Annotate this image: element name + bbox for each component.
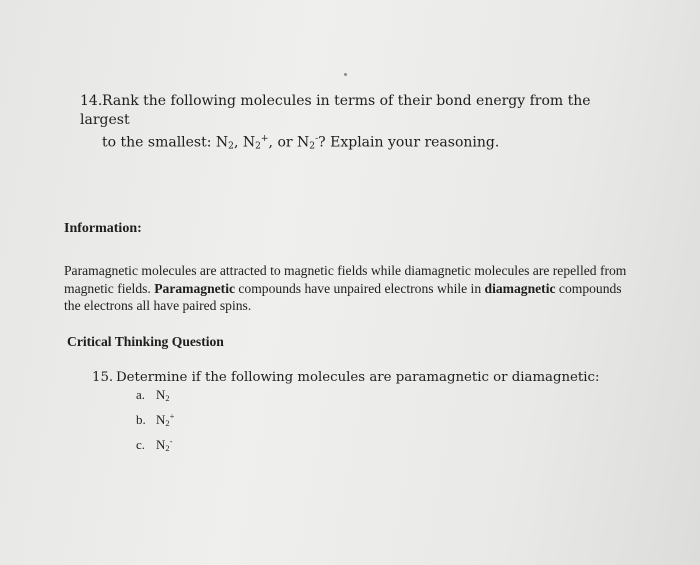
separator-1: , N: [233, 134, 256, 151]
option-b: [136, 407, 174, 432]
n2-subscript: 2: [228, 141, 234, 152]
information-text-3: compounds the electrons all have paired spins.: [64, 280, 622, 313]
option-subscript: 2: [165, 393, 170, 404]
option-letter: b.: [136, 412, 146, 428]
option-a: [136, 386, 174, 407]
n2-anion-charge: -: [315, 134, 319, 144]
option-c: [136, 432, 174, 457]
option-base: N: [156, 412, 166, 428]
information-text-1: Paramagnetic molecules are attracted to magnetic fields while diamagnetic molecules are repelled from magnetic fields.: [64, 263, 627, 296]
question-14-text-line-1: Rank the following molecules in terms of their bond energy from the largest: [80, 93, 591, 128]
paramagnetic-bold: Paramagnetic: [154, 280, 235, 296]
question-14-text-suffix: ? Explain your reasoning.: [318, 134, 500, 151]
question-15-text: Determine if the following molecules are paramagnetic or diamagnetic:: [116, 370, 600, 385]
information-text-2: compounds have unpaired electrons while in: [235, 280, 485, 296]
information-paragraph: [64, 262, 634, 315]
question-14-line-1: [80, 92, 640, 130]
paper-speck: [344, 73, 347, 76]
option-subscript: 2: [165, 443, 170, 454]
question-15-options: [136, 386, 174, 457]
option-subscript: 2: [165, 418, 170, 429]
option-letter: a.: [136, 387, 146, 402]
question-15: [92, 369, 612, 387]
option-letter: c.: [136, 437, 146, 453]
diamagnetic-bold: diamagnetic: [484, 280, 556, 296]
critical-thinking-heading: Critical Thinking Question: [67, 334, 224, 349]
question-14: [80, 92, 640, 157]
question-15-number: 15.: [92, 370, 114, 385]
n2-anion-subscript: 2: [309, 141, 316, 152]
n2-cation-subscript: 2: [255, 141, 261, 152]
information-heading: Information:: [64, 221, 142, 236]
question-14-number: 14.: [80, 93, 103, 109]
question-14-line-2: [80, 130, 640, 157]
n2-cation-charge: +: [260, 134, 269, 144]
option-base: N: [156, 387, 166, 402]
separator-2: , or N: [268, 134, 310, 151]
option-charge: +: [169, 411, 175, 422]
question-14-text-prefix: to the smallest: N: [102, 134, 229, 151]
option-charge: -: [169, 436, 173, 447]
option-base: N: [156, 437, 166, 453]
